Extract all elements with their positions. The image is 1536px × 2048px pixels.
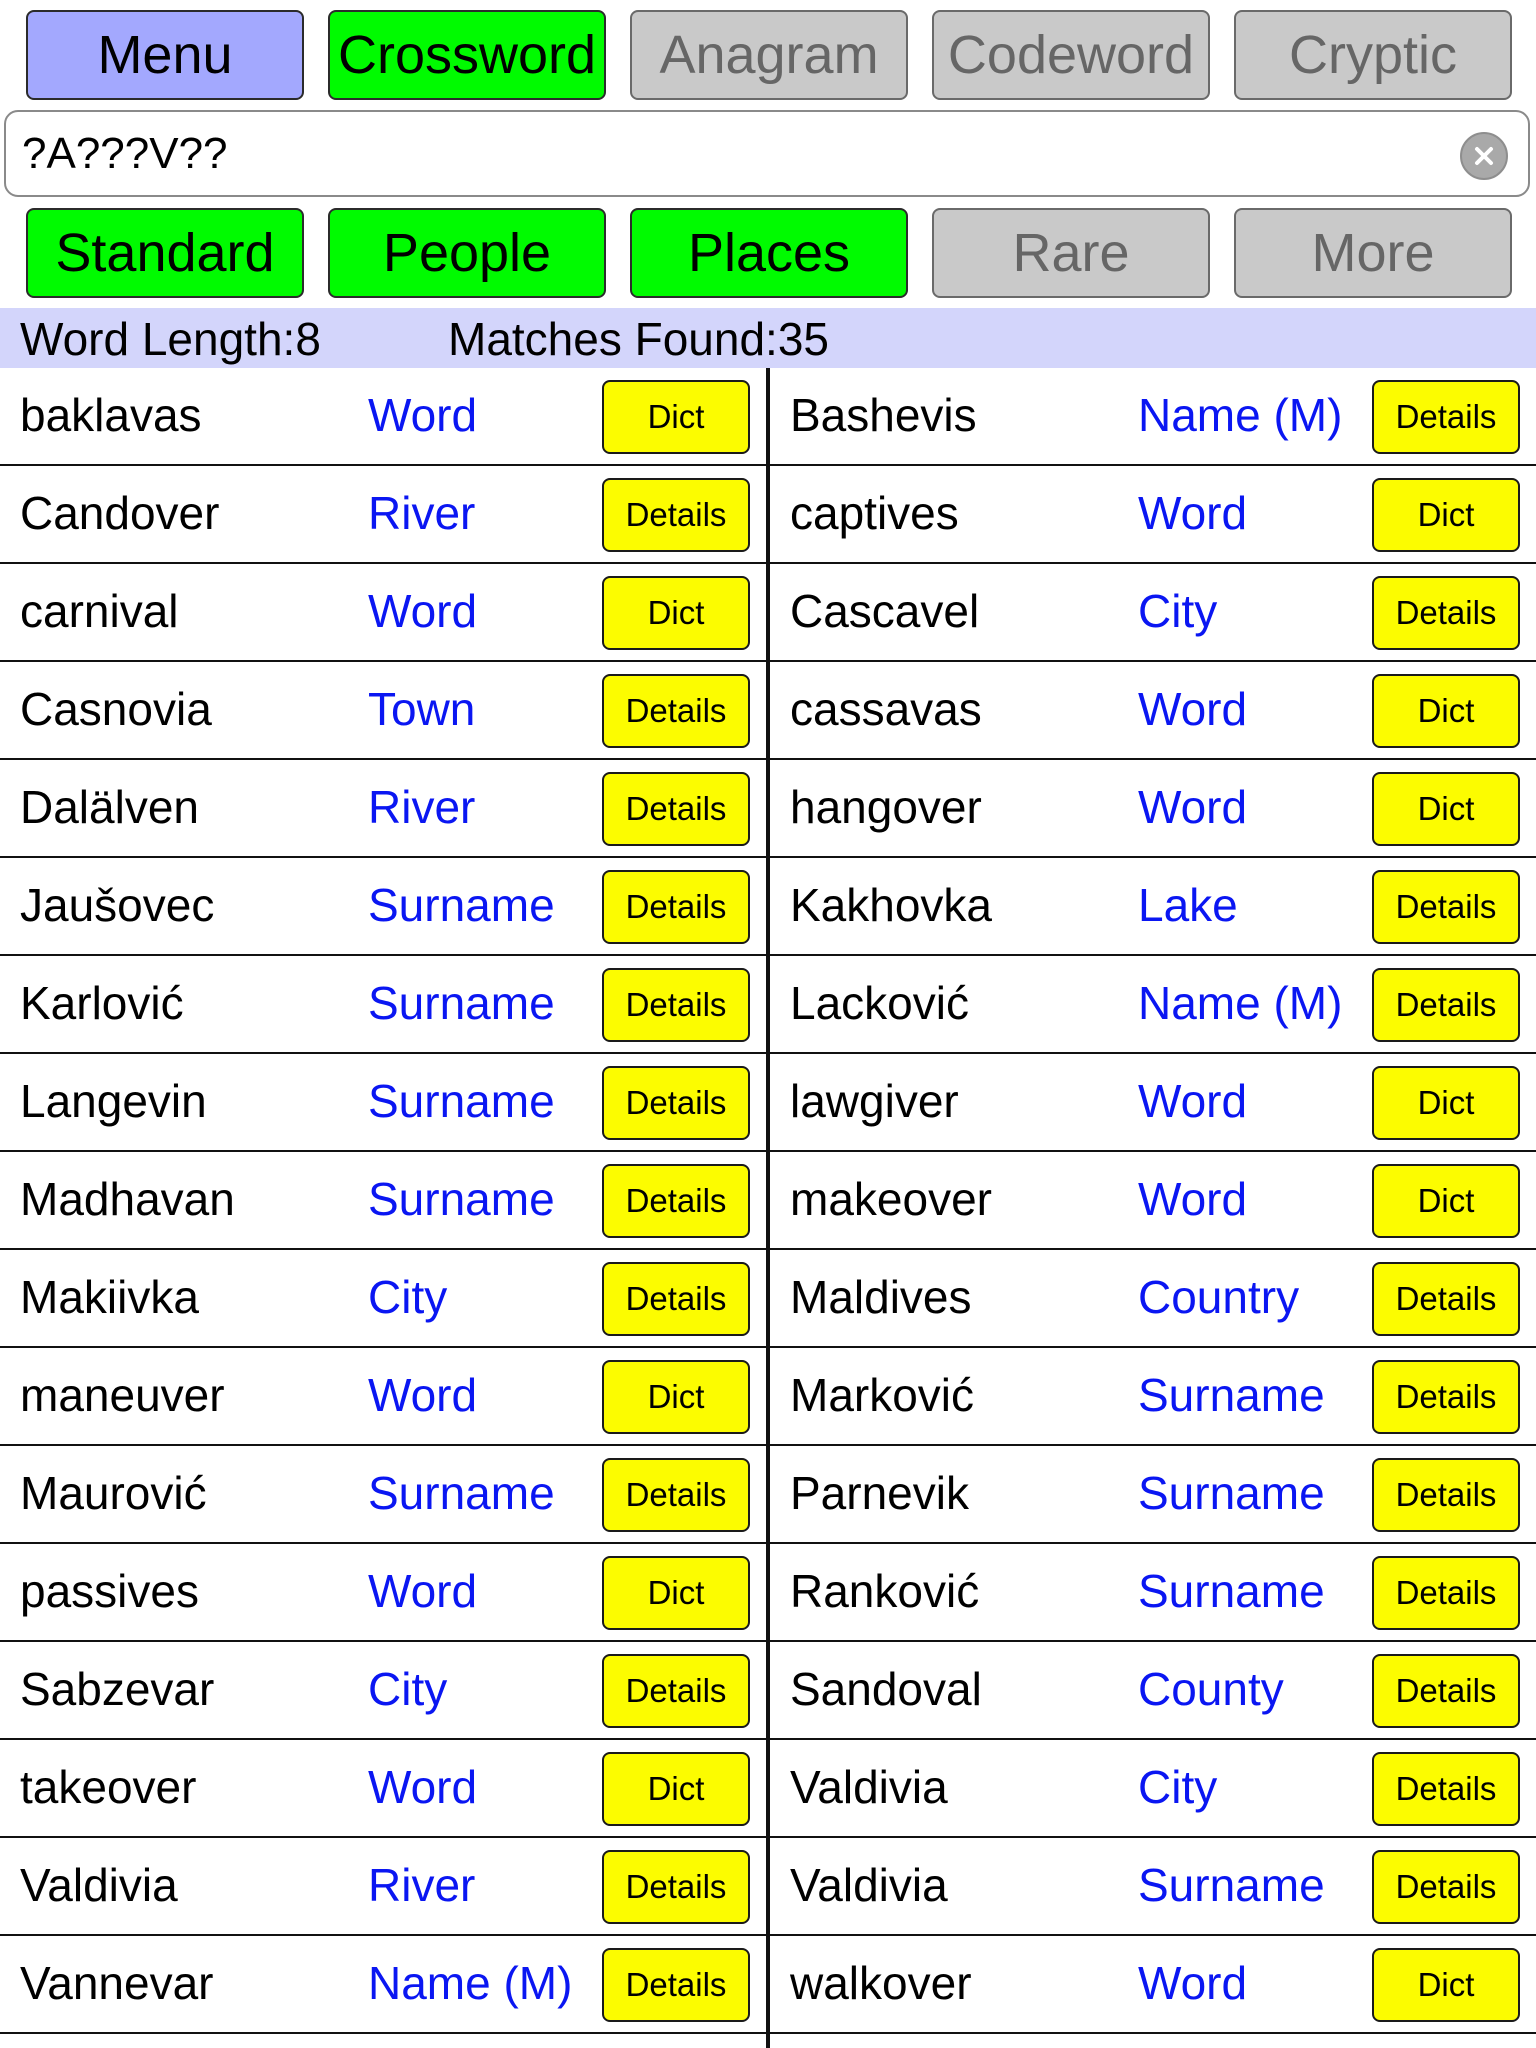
dict-button[interactable]: Dict xyxy=(1372,478,1520,552)
results-column-left xyxy=(0,368,766,2034)
list-item xyxy=(0,1348,766,1446)
pattern-input[interactable] xyxy=(16,118,1436,190)
list-item xyxy=(0,1740,766,1838)
details-button[interactable]: Details xyxy=(602,968,750,1042)
clear-button[interactable] xyxy=(1460,132,1508,180)
result-word: Karlović xyxy=(20,977,184,1029)
status-bar xyxy=(0,308,1536,368)
list-item xyxy=(770,760,1536,858)
result-type: Surname xyxy=(1138,1565,1325,1617)
list-item xyxy=(770,1348,1536,1446)
list-item xyxy=(770,662,1536,760)
result-type: Surname xyxy=(1138,1369,1325,1421)
filter-people[interactable]: People xyxy=(328,208,606,298)
result-type: County xyxy=(1138,1663,1284,1715)
details-button[interactable]: Details xyxy=(1372,1850,1520,1924)
details-button[interactable]: Details xyxy=(602,1262,750,1336)
details-button[interactable]: Details xyxy=(1372,1654,1520,1728)
results-list[interactable] xyxy=(0,368,1536,2048)
result-word: Madhavan xyxy=(20,1173,235,1225)
matches-found-label: Matches Found:35 xyxy=(448,313,830,365)
result-word: Casnovia xyxy=(20,683,212,735)
details-button[interactable]: Details xyxy=(1372,1262,1520,1336)
result-word: Bashevis xyxy=(790,389,977,441)
result-type: Word xyxy=(1138,487,1248,539)
details-button[interactable]: Details xyxy=(602,1066,750,1140)
details-button[interactable]: Details xyxy=(1372,1752,1520,1826)
result-word: carnival xyxy=(20,585,179,637)
list-item xyxy=(770,1642,1536,1740)
result-type: Word xyxy=(1138,781,1248,833)
details-button[interactable]: Details xyxy=(1372,576,1520,650)
details-button[interactable]: Details xyxy=(602,1458,750,1532)
result-type: River xyxy=(368,487,476,539)
list-item xyxy=(0,662,766,760)
result-word: Ranković xyxy=(790,1565,980,1617)
result-word: baklavas xyxy=(20,389,202,441)
details-button[interactable]: Details xyxy=(602,1948,750,2022)
list-item xyxy=(770,1740,1536,1838)
result-word: makeover xyxy=(790,1173,992,1225)
list-item xyxy=(0,1936,766,2034)
result-word: takeover xyxy=(20,1761,197,1813)
list-item xyxy=(0,1642,766,1740)
word-length-label: Word Length:8 xyxy=(20,313,321,365)
details-button[interactable]: Details xyxy=(602,1850,750,1924)
menu-button[interactable]: Menu xyxy=(26,10,304,100)
list-item xyxy=(0,1544,766,1642)
result-type: River xyxy=(368,781,476,833)
dict-button[interactable]: Dict xyxy=(1372,1066,1520,1140)
details-button[interactable]: Details xyxy=(602,772,750,846)
result-type: Word xyxy=(1138,1957,1248,2009)
dict-button[interactable]: Dict xyxy=(1372,1164,1520,1238)
result-type: Word xyxy=(1138,1075,1248,1127)
result-type: Surname xyxy=(1138,1467,1325,1519)
result-type: City xyxy=(368,1663,448,1715)
result-word: Lacković xyxy=(790,977,969,1029)
result-word: Langevin xyxy=(20,1075,207,1127)
dict-button[interactable]: Dict xyxy=(602,1752,750,1826)
results-column-right xyxy=(770,368,1536,2034)
result-word: Valdivia xyxy=(20,1859,178,1911)
details-button[interactable]: Details xyxy=(1372,1458,1520,1532)
result-type: Surname xyxy=(368,1075,555,1127)
result-type: River xyxy=(368,1859,476,1911)
dict-button[interactable]: Dict xyxy=(602,380,750,454)
list-item xyxy=(0,1054,766,1152)
tab-crossword[interactable]: Crossword xyxy=(328,10,606,100)
list-item xyxy=(0,1250,766,1348)
result-type: Word xyxy=(368,1761,478,1813)
details-button[interactable]: Details xyxy=(1372,870,1520,944)
result-word: Kakhovka xyxy=(790,879,993,931)
result-type: Word xyxy=(1138,683,1248,735)
tab-codeword[interactable]: Codeword xyxy=(932,10,1210,100)
details-button[interactable]: Details xyxy=(1372,1556,1520,1630)
details-button[interactable]: Details xyxy=(602,870,750,944)
details-button[interactable]: Details xyxy=(602,674,750,748)
list-item xyxy=(770,858,1536,956)
list-item xyxy=(0,760,766,858)
result-word: lawgiver xyxy=(790,1075,959,1127)
dict-button[interactable]: Dict xyxy=(602,1360,750,1434)
result-word: Valdivia xyxy=(790,1859,948,1911)
details-button[interactable]: Details xyxy=(602,1654,750,1728)
dict-button[interactable]: Dict xyxy=(1372,1948,1520,2022)
result-type: Name (M) xyxy=(1138,389,1343,441)
details-button[interactable]: Details xyxy=(1372,968,1520,1042)
result-type: Town xyxy=(368,683,476,735)
result-type: Word xyxy=(368,1565,478,1617)
result-type: Lake xyxy=(1138,879,1238,931)
filter-standard[interactable]: Standard xyxy=(26,208,304,298)
result-type: Name (M) xyxy=(368,1957,573,2009)
result-word: Parnevik xyxy=(790,1467,969,1519)
search-box xyxy=(4,110,1530,197)
result-type: Surname xyxy=(368,879,555,931)
result-word: Cascavel xyxy=(790,585,980,637)
result-word: Sandoval xyxy=(790,1663,982,1715)
list-item xyxy=(0,1838,766,1936)
result-word: Marković xyxy=(790,1369,975,1421)
result-type: Word xyxy=(368,585,478,637)
filter-rare[interactable]: Rare xyxy=(932,208,1210,298)
result-type: City xyxy=(1138,585,1218,637)
dict-button[interactable]: Dict xyxy=(1372,674,1520,748)
result-word: passives xyxy=(20,1565,199,1617)
tab-anagram[interactable]: Anagram xyxy=(630,10,908,100)
list-item xyxy=(770,1054,1536,1152)
tab-cryptic[interactable]: Cryptic xyxy=(1234,10,1512,100)
list-item xyxy=(770,1446,1536,1544)
list-item xyxy=(770,1152,1536,1250)
dict-button[interactable]: Dict xyxy=(602,1556,750,1630)
result-type: Surname xyxy=(1138,1859,1325,1911)
result-word: cassavas xyxy=(790,683,982,735)
result-type: Surname xyxy=(368,1467,555,1519)
details-button[interactable]: Details xyxy=(602,478,750,552)
list-item xyxy=(0,368,766,466)
result-word: Valdivia xyxy=(790,1761,948,1813)
result-word: Sabzevar xyxy=(20,1663,215,1715)
result-type: Word xyxy=(1138,1173,1248,1225)
result-word: Maldives xyxy=(790,1271,972,1323)
list-item xyxy=(0,1446,766,1544)
result-type: Word xyxy=(368,1369,478,1421)
list-item xyxy=(770,368,1536,466)
list-item xyxy=(770,466,1536,564)
result-word: Maurović xyxy=(20,1467,207,1519)
result-type: Word xyxy=(368,389,478,441)
details-button[interactable]: Details xyxy=(1372,380,1520,454)
result-type: City xyxy=(1138,1761,1218,1813)
result-type: Name (M) xyxy=(1138,977,1343,1029)
dict-button[interactable]: Dict xyxy=(602,576,750,650)
list-item xyxy=(770,1250,1536,1348)
result-type: City xyxy=(368,1271,448,1323)
list-item xyxy=(0,466,766,564)
result-word: Makiivka xyxy=(20,1271,199,1323)
result-word: Dalälven xyxy=(20,781,199,833)
result-type: Surname xyxy=(368,977,555,1029)
details-button[interactable]: Details xyxy=(1372,1360,1520,1434)
result-type: Surname xyxy=(368,1173,555,1225)
list-item xyxy=(0,1152,766,1250)
result-type: Country xyxy=(1138,1271,1300,1323)
list-item xyxy=(770,1838,1536,1936)
filter-places[interactable]: Places xyxy=(630,208,908,298)
result-word: walkover xyxy=(790,1957,972,2009)
result-word: Candover xyxy=(20,487,220,539)
close-icon xyxy=(1469,141,1499,171)
list-item xyxy=(0,956,766,1054)
dict-button[interactable]: Dict xyxy=(1372,772,1520,846)
filter-more[interactable]: More xyxy=(1234,208,1512,298)
list-item xyxy=(770,956,1536,1054)
details-button[interactable]: Details xyxy=(602,1164,750,1238)
result-word: captives xyxy=(790,487,959,539)
list-item xyxy=(0,858,766,956)
list-item xyxy=(770,564,1536,662)
list-item xyxy=(770,1936,1536,2034)
list-item xyxy=(770,1544,1536,1642)
result-word: maneuver xyxy=(20,1369,225,1421)
result-word: Jaušovec xyxy=(20,879,215,931)
result-word: Vannevar xyxy=(20,1957,214,2009)
result-word: hangover xyxy=(790,781,982,833)
list-item xyxy=(0,564,766,662)
